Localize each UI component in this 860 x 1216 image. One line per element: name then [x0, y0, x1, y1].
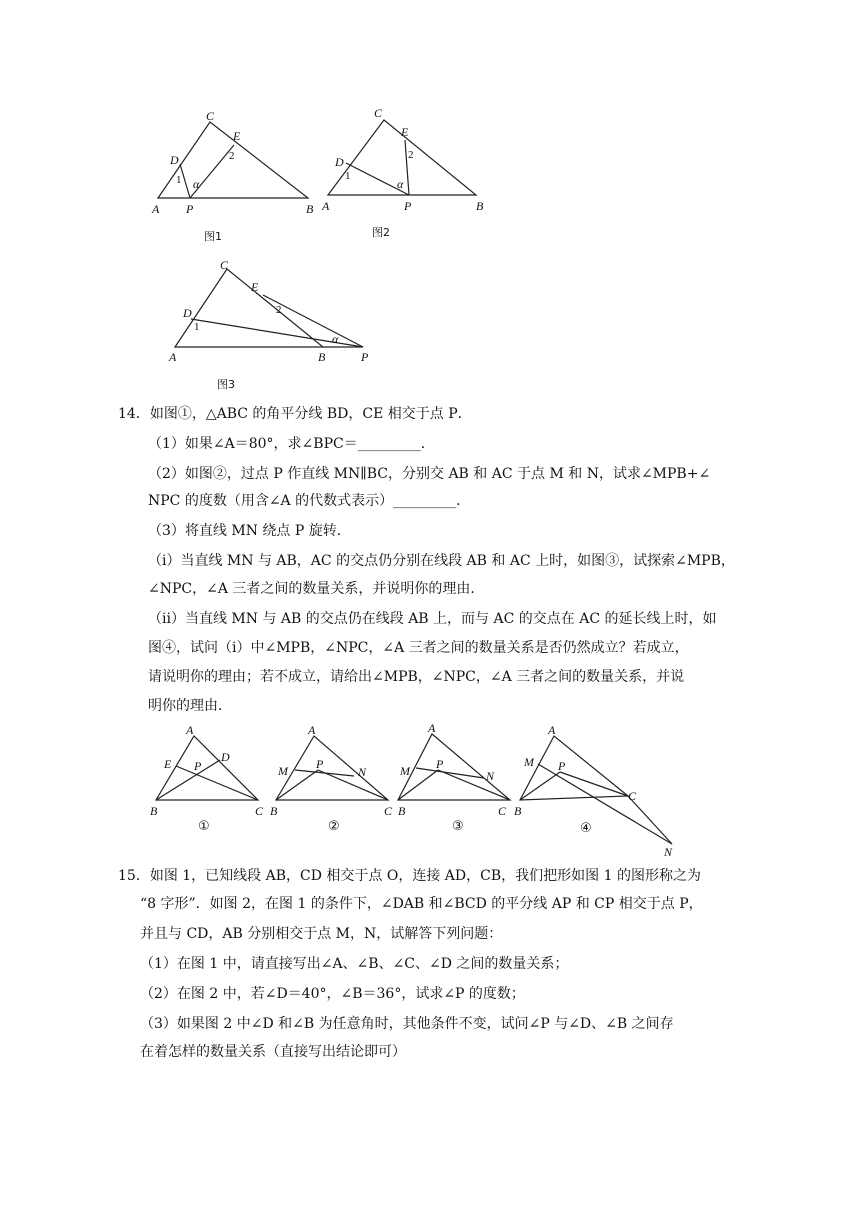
label-e: E [401, 125, 409, 139]
label-c: C [374, 106, 383, 120]
label-alpha: α [397, 177, 404, 191]
label-p: P [194, 759, 202, 773]
label-b: B [306, 202, 314, 216]
q15-line-5: （2）在图 2 中，若∠D＝40°，∠B＝36°，试求∠P 的度数； [140, 986, 525, 1002]
label-d: D [335, 155, 344, 169]
q15-line-6: （3）如果图 2 中∠D 和∠B 为任意角时，其他条件不变，试问∠P 与∠D、∠B 之间存 [140, 1016, 674, 1032]
segment-mn [538, 764, 672, 844]
q14-part-3i-line-2: ∠NPC，∠A 三者之间的数量关系，并说明你的理由． [148, 581, 485, 597]
triangle-abc [175, 269, 323, 347]
label-p: P [186, 202, 194, 216]
q14-figure-3 [398, 721, 510, 834]
q14-part-3i-line-1: （i）当直线 MN 与 AB，AC 的交点仍分别在线段 AB 和 AC 上时，如图③，试探索∠MPB， [148, 553, 735, 569]
label-p: P [436, 757, 444, 771]
q14-part-3ii-line-2: 图④，试问（i）中∠MPB，∠NPC，∠A 三者之间的数量关系是否仍然成立？若成立， [148, 640, 689, 656]
segment-ce [176, 766, 258, 800]
q14-stem [118, 400, 472, 428]
q14-part-3: （3）将直线 MN 绕点 P 旋转． [148, 523, 351, 539]
q15-line-1 [118, 862, 701, 890]
figure-3-diagram [165, 255, 395, 395]
figure-2-caption: 图2 [372, 226, 390, 239]
figure-2 [316, 100, 506, 250]
q14-part-2-line-1: （2）如图②，过点 P 作直线 MN∥BC，分别交 AB 和 AC 于点 M 和 N，试求∠MPB+∠ [148, 466, 711, 482]
q14-part-2-line-2: NPC 的度数（用含∠A 的代数式表示）_________． [148, 493, 471, 509]
label-d: D [170, 153, 179, 167]
q15-number: 15． [118, 868, 150, 884]
label-n: N [664, 845, 673, 859]
label-alpha: α [332, 332, 339, 346]
q14-stem-text: 如图①，△ABC 的角平分线 BD，CE 相交于点 P． [149, 406, 472, 422]
label-p: P [361, 350, 369, 364]
segment-cn [628, 796, 672, 844]
q15-line-3: 并且与 CD，AB 分别相交于点 M，N，试解答下列问题： [140, 926, 503, 942]
label-n: N [358, 765, 367, 779]
label-c: C [220, 258, 229, 272]
q14-figure-3-caption: ③ [452, 819, 464, 834]
label-p: P [316, 757, 324, 771]
label-n: N [486, 769, 495, 783]
label-b: B [476, 199, 484, 213]
label-p: P [404, 199, 412, 213]
label-b: B [514, 804, 522, 818]
label-e: E [251, 280, 259, 294]
figure-3-caption: 图3 [217, 378, 235, 391]
q15-text-1: 如图 1，已知线段 AB，CD 相交于点 O，连接 AD，CB，我们把形如图 1 的图形称之为 [149, 868, 701, 884]
label-angle-2: 2 [276, 304, 282, 316]
segment-pb [520, 772, 560, 800]
label-angle-1: 1 [194, 321, 200, 333]
segment-pd [180, 164, 190, 198]
label-b: B [398, 804, 406, 818]
label-angle-2: 2 [408, 149, 414, 161]
label-c: C [206, 109, 215, 123]
triangle-abc [398, 734, 510, 800]
label-c: C [498, 804, 507, 818]
segment-pc [560, 772, 628, 796]
q14-part-1: （1）如果∠A＝80°，求∠BPC＝_________． [148, 436, 435, 452]
label-alpha: α [193, 177, 200, 191]
label-b: B [318, 350, 326, 364]
q14-figure-1-caption: ① [198, 819, 210, 834]
label-m: M [400, 764, 410, 778]
q14-number: 14． [118, 406, 150, 422]
q14-figure-4-caption: ④ [580, 821, 592, 836]
segment-pc [318, 770, 388, 800]
q15-line-2: “8 字形”．如图 2，在图 1 的条件下，∠DAB 和∠BCD 的平分线 AP 和 CP 相交于点 P， [140, 896, 703, 912]
label-angle-2: 2 [229, 150, 235, 162]
q14-figure-4 [514, 723, 673, 859]
q15-line-7: 在着怎样的数量关系（直接写出结论即可） [140, 1044, 406, 1060]
label-p: P [558, 759, 566, 773]
q14-figure-1 [150, 723, 264, 834]
q14-figure-2-caption: ② [328, 819, 340, 834]
figure-1-caption: 图1 [204, 230, 222, 243]
label-b: B [150, 804, 158, 818]
figure-3 [165, 255, 395, 395]
q14-figures [140, 718, 700, 858]
figure-2-diagram [316, 100, 506, 250]
label-angle-1: 1 [176, 174, 182, 186]
label-c: C [255, 804, 264, 818]
label-d: D [221, 750, 230, 764]
figure-1 [140, 100, 330, 250]
label-a: A [428, 721, 436, 735]
label-angle-1: 1 [345, 170, 351, 182]
segment-pc [438, 770, 510, 800]
label-a: A [322, 199, 330, 213]
triangle-abc [276, 736, 388, 800]
label-a: A [308, 723, 316, 737]
q14-part-3ii-line-3: 请说明你的理由；若不成立，请给出∠MPB，∠NPC，∠A 三者之间的数量关系，并说 [148, 669, 685, 685]
q14-part-3ii-line-1: （ii）当直线 MN 与 AB 的交点仍在线段 AB 上，而与 AC 的交点在 AC 的延长线上时，如 [148, 611, 717, 627]
label-a: A [169, 350, 177, 364]
q14-figure-2 [270, 723, 393, 834]
label-b: B [270, 804, 278, 818]
q14-figures-diagram [140, 718, 700, 858]
label-a: A [186, 723, 194, 737]
label-a: A [152, 202, 160, 216]
label-c: C [384, 804, 393, 818]
label-m: M [278, 764, 288, 778]
label-d: D [183, 306, 192, 320]
label-c: C [628, 789, 637, 803]
q14-part-3ii-line-4: 明你的理由． [148, 698, 232, 714]
q15-line-4: （1）在图 1 中，请直接写出∠A、∠B、∠C、∠D 之间的数量关系； [140, 956, 569, 972]
figure-1-diagram [140, 100, 330, 250]
label-m: M [524, 755, 534, 769]
label-e: E [164, 757, 172, 771]
label-a: A [548, 723, 556, 737]
label-e: E [233, 129, 241, 143]
